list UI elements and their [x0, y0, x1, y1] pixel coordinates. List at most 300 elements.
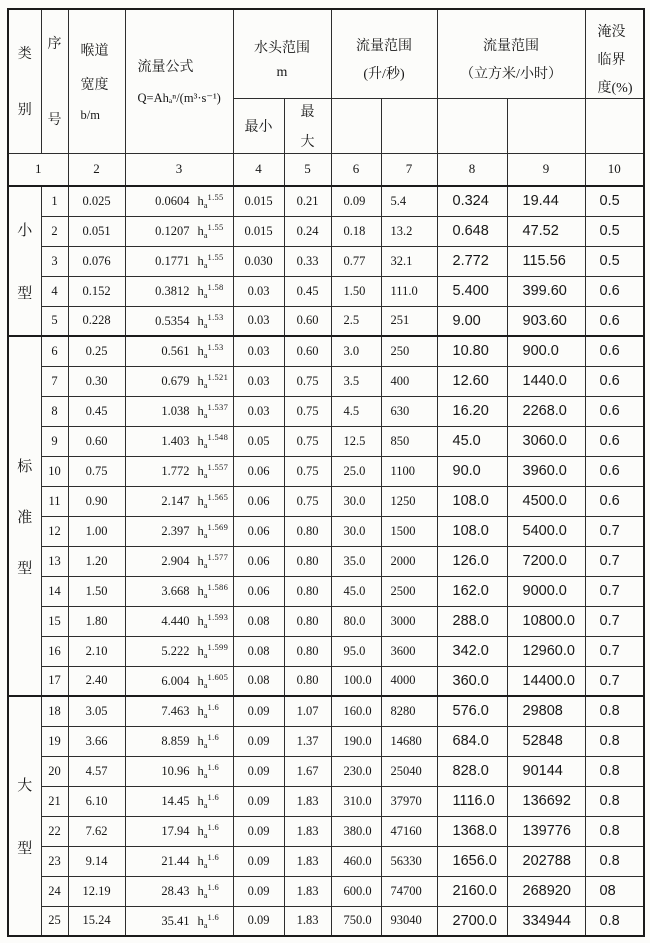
cell-submergence: 0.5 [585, 216, 644, 246]
header-head-range [233, 9, 331, 98]
column-number-7: 7 [381, 153, 437, 186]
header-head-range-unit: m [276, 65, 288, 81]
table-row [8, 336, 644, 366]
cell-flow-ls-min: 35.0 [331, 546, 381, 576]
cell-throat-width: 1.50 [68, 576, 125, 606]
cell-head-max: 0.75 [284, 456, 331, 486]
formula-exponent: 1.586 [207, 582, 229, 592]
cell-submergence: 0.7 [585, 666, 644, 696]
column-number-5: 5 [284, 153, 331, 186]
cell-throat-width: 12.19 [68, 876, 125, 906]
table-body [8, 186, 644, 936]
cell-serial-number: 9 [41, 426, 68, 456]
cell-flow-m3h-max: 115.56 [507, 246, 585, 276]
cell-flow-formula [125, 546, 233, 576]
cell-flow-m3h-min: 10.80 [437, 336, 507, 366]
header-submergence-line1: 淹没 [597, 25, 626, 41]
header-throat-line1: 喉道 [80, 43, 109, 59]
header-head-max [284, 98, 331, 153]
cell-submergence: 0.8 [585, 696, 644, 726]
table-row [8, 696, 644, 726]
cell-submergence: 0.5 [585, 246, 644, 276]
cell-head-max: 1.07 [284, 696, 331, 726]
cell-flow-formula [125, 876, 233, 906]
cell-submergence: 0.6 [585, 456, 644, 486]
cell-flow-m3h-max: 47.52 [507, 216, 585, 246]
header-category-char2: 别 [17, 103, 32, 119]
cell-head-min: 0.08 [233, 666, 284, 696]
column-number-9: 9 [507, 153, 585, 186]
cell-throat-width: 0.25 [68, 336, 125, 366]
cell-flow-ls-max: 251 [381, 306, 437, 336]
flume-specification-table [7, 8, 645, 937]
cell-head-min: 0.03 [233, 306, 284, 336]
formula-h-term: $h_a^{1.6}$ [197, 852, 220, 870]
cell-flow-ls-max: 250 [381, 336, 437, 366]
cell-flow-m3h-max: 7200.0 [507, 546, 585, 576]
cell-throat-width: 0.025 [68, 186, 125, 216]
cell-flow-m3h-max: 9000.0 [507, 576, 585, 606]
formula-coefficient: 0.561 [161, 344, 190, 359]
cell-head-max: 0.45 [284, 276, 331, 306]
cell-flow-m3h-min: 576.0 [437, 696, 507, 726]
cell-head-max: 1.83 [284, 876, 331, 906]
table-row [8, 606, 644, 636]
cell-flow-formula [125, 786, 233, 816]
formula-exponent: 1.521 [207, 372, 229, 382]
cell-flow-formula [125, 756, 233, 786]
cell-flow-ls-min: 1.50 [331, 276, 381, 306]
cell-throat-width: 1.20 [68, 546, 125, 576]
cell-flow-ls-min: 0.18 [331, 216, 381, 246]
cell-throat-width: 2.10 [68, 636, 125, 666]
cell-flow-ls-min: 80.0 [331, 606, 381, 636]
cell-submergence: 0.6 [585, 276, 644, 306]
header-serial [41, 9, 68, 153]
formula-exponent: 1.58 [207, 282, 224, 292]
formula-h-term: $h_a^{1.593}$ [197, 612, 229, 630]
cell-head-max: 0.33 [284, 246, 331, 276]
cell-flow-ls-min: 30.0 [331, 516, 381, 546]
cell-serial-number: 10 [41, 456, 68, 486]
formula-coefficient: 1.403 [161, 434, 190, 448]
cell-head-min: 0.06 [233, 456, 284, 486]
cell-head-max: 1.83 [284, 906, 331, 936]
header-empty-cell [381, 98, 437, 153]
header-head-min [233, 98, 284, 153]
formula-coefficient: 3.668 [161, 584, 190, 598]
formula-exponent: 1.537 [207, 402, 229, 412]
cell-head-min: 0.015 [233, 216, 284, 246]
cell-serial-number: 3 [41, 246, 68, 276]
cell-flow-formula [125, 516, 233, 546]
cell-flow-m3h-max: 139776 [507, 816, 585, 846]
cell-head-max: 1.83 [284, 786, 331, 816]
formula-h-term: $h_a^{1.565}$ [197, 492, 229, 510]
cell-throat-width: 0.152 [68, 276, 125, 306]
column-number-4: 4 [233, 153, 284, 186]
column-number-8: 8 [437, 153, 507, 186]
cell-submergence: 0.6 [585, 426, 644, 456]
header-head-min-label: 最小 [244, 119, 273, 135]
cell-head-min: 0.03 [233, 336, 284, 366]
formula-coefficient: 6.004 [161, 673, 190, 688]
cell-submergence: 0.8 [585, 756, 644, 786]
formula-coefficient: 2.397 [161, 524, 190, 538]
cell-flow-m3h-min: 1116.0 [437, 786, 507, 816]
header-formula-expression: Q=Ahₐⁿ/(m³·s⁻¹) [137, 91, 221, 106]
formula-coefficient: 17.94 [161, 824, 190, 838]
table-row [8, 666, 644, 696]
category-char: 型 [17, 286, 33, 302]
category-char: 型 [17, 560, 33, 577]
table-row [8, 426, 644, 456]
cell-submergence: 0.7 [585, 636, 644, 666]
header-empty-cell [507, 98, 585, 153]
cell-submergence: 0.6 [585, 336, 644, 366]
cell-head-max: 0.75 [284, 486, 331, 516]
category-char: 型 [17, 841, 33, 857]
cell-flow-formula [125, 366, 233, 396]
cell-flow-m3h-min: 0.324 [437, 186, 507, 216]
header-throat-width [68, 9, 125, 153]
formula-exponent: 1.565 [207, 492, 229, 502]
cell-head-min: 0.08 [233, 606, 284, 636]
cell-head-max: 1.83 [284, 846, 331, 876]
cell-submergence: 0.8 [585, 816, 644, 846]
formula-coefficient: 21.44 [161, 854, 190, 868]
column-number-3: 3 [125, 153, 233, 186]
cell-submergence: 0.8 [585, 906, 644, 936]
cell-throat-width: 0.30 [68, 366, 125, 396]
cell-flow-m3h-min: 828.0 [437, 756, 507, 786]
cell-flow-formula [125, 576, 233, 606]
cell-flow-ls-min: 2.5 [331, 306, 381, 336]
header-row-main [8, 9, 644, 98]
formula-coefficient: 4.440 [161, 614, 190, 628]
cell-flow-m3h-max: 268920 [507, 876, 585, 906]
cell-flow-m3h-min: 162.0 [437, 576, 507, 606]
cell-head-max: 0.80 [284, 546, 331, 576]
cell-head-max: 0.75 [284, 396, 331, 426]
cell-flow-m3h-max: 5400.0 [507, 516, 585, 546]
table-row [8, 216, 644, 246]
formula-coefficient: 2.904 [161, 554, 190, 568]
cell-head-min: 0.06 [233, 576, 284, 606]
cell-flow-formula [125, 306, 233, 336]
header-flow-range-m3h [437, 9, 585, 98]
table-row [8, 246, 644, 276]
cell-flow-m3h-min: 2.772 [437, 246, 507, 276]
formula-h-term: $h_a^{1.55}$ [197, 192, 224, 211]
table-row [8, 546, 644, 576]
formula-exponent: 1.53 [207, 342, 224, 353]
formula-h-term: $h_a^{1.557}$ [197, 462, 229, 480]
cell-flow-ls-max: 5.4 [381, 186, 437, 216]
formula-h-term: $h_a^{1.6}$ [197, 822, 220, 840]
table-row [8, 366, 644, 396]
cell-head-min: 0.05 [233, 426, 284, 456]
cell-category-小型 [8, 186, 41, 336]
cell-flow-formula [125, 666, 233, 696]
cell-flow-m3h-max: 4500.0 [507, 486, 585, 516]
column-number-10: 10 [585, 153, 644, 186]
cell-flow-formula [125, 606, 233, 636]
cell-flow-m3h-min: 288.0 [437, 606, 507, 636]
cell-flow-ls-max: 56330 [381, 846, 437, 876]
formula-exponent: 1.557 [207, 462, 229, 472]
formula-h-term: $h_a^{1.6}$ [197, 911, 220, 930]
cell-flow-ls-min: 750.0 [331, 906, 381, 936]
cell-serial-number: 17 [41, 666, 68, 696]
formula-coefficient: 1.772 [161, 464, 190, 478]
cell-serial-number: 7 [41, 366, 68, 396]
cell-throat-width: 1.80 [68, 606, 125, 636]
header-category-char1: 类 [17, 47, 32, 63]
cell-serial-number: 20 [41, 756, 68, 786]
cell-flow-ls-max: 1100 [381, 456, 437, 486]
table-row [8, 186, 644, 216]
header-serial-char1: 序 [47, 37, 62, 53]
formula-coefficient: 0.0604 [155, 194, 190, 209]
cell-throat-width: 7.62 [68, 816, 125, 846]
cell-flow-formula [125, 486, 233, 516]
formula-exponent: 1.55 [207, 222, 224, 232]
formula-exponent: 1.6 [207, 702, 220, 713]
header-head-max-char1: 最 [300, 104, 315, 120]
cell-head-min: 0.06 [233, 486, 284, 516]
table-row [8, 456, 644, 486]
cell-serial-number: 8 [41, 396, 68, 426]
formula-coefficient: 35.41 [161, 913, 190, 928]
table-row [8, 846, 644, 876]
cell-flow-ls-max: 1500 [381, 516, 437, 546]
cell-head-max: 1.67 [284, 756, 331, 786]
header-flow-m3h-title: 流量范围 [483, 39, 539, 55]
table-row [8, 486, 644, 516]
column-number-2: 2 [68, 153, 125, 186]
cell-head-max: 0.80 [284, 516, 331, 546]
cell-throat-width: 0.45 [68, 396, 125, 426]
cell-throat-width: 0.60 [68, 426, 125, 456]
formula-coefficient: 0.1771 [155, 254, 190, 268]
header-head-range-title: 水头范围 [254, 41, 310, 57]
cell-flow-formula [125, 906, 233, 936]
formula-h-term: $h_a^{1.53}$ [197, 311, 224, 330]
cell-flow-m3h-min: 108.0 [437, 486, 507, 516]
cell-flow-ls-max: 2500 [381, 576, 437, 606]
cell-flow-m3h-min: 16.20 [437, 396, 507, 426]
table-row [8, 396, 644, 426]
cell-flow-formula [125, 846, 233, 876]
cell-head-max: 0.75 [284, 366, 331, 396]
cell-submergence: 0.8 [585, 846, 644, 876]
cell-flow-m3h-min: 0.648 [437, 216, 507, 246]
cell-flow-ls-min: 12.5 [331, 426, 381, 456]
cell-flow-ls-max: 47160 [381, 816, 437, 846]
cell-head-max: 0.80 [284, 606, 331, 636]
cell-serial-number: 14 [41, 576, 68, 606]
cell-head-min: 0.09 [233, 846, 284, 876]
cell-flow-m3h-min: 684.0 [437, 726, 507, 756]
cell-flow-m3h-max: 10800.0 [507, 606, 585, 636]
header-submergence [585, 9, 644, 98]
cell-submergence: 08 [585, 876, 644, 906]
formula-coefficient: 1.038 [161, 404, 190, 418]
cell-flow-ls-max: 13.2 [381, 216, 437, 246]
header-serial-char2: 号 [47, 113, 62, 129]
formula-coefficient: 0.3812 [155, 284, 190, 298]
cell-submergence: 0.6 [585, 396, 644, 426]
cell-head-max: 0.80 [284, 666, 331, 696]
cell-flow-ls-max: 400 [381, 366, 437, 396]
cell-flow-ls-min: 0.77 [331, 246, 381, 276]
table-row [8, 576, 644, 606]
cell-flow-formula [125, 396, 233, 426]
cell-submergence: 0.6 [585, 366, 644, 396]
cell-flow-m3h-max: 2268.0 [507, 396, 585, 426]
category-char: 标 [17, 458, 33, 475]
cell-flow-ls-max: 630 [381, 396, 437, 426]
header-category [8, 9, 41, 153]
category-char: 准 [17, 509, 33, 526]
cell-serial-number: 18 [41, 696, 68, 726]
cell-flow-m3h-max: 90144 [507, 756, 585, 786]
cell-serial-number: 19 [41, 726, 68, 756]
formula-coefficient: 10.96 [161, 764, 190, 778]
formula-h-term: $h_a^{1.569}$ [197, 522, 229, 540]
formula-h-term: $h_a^{1.599}$ [197, 642, 229, 660]
header-flow-range-ls [331, 9, 437, 98]
header-empty-cell [437, 98, 507, 153]
cell-flow-m3h-max: 3960.0 [507, 456, 585, 486]
formula-exponent: 1.593 [207, 612, 229, 622]
cell-flow-ls-min: 380.0 [331, 816, 381, 846]
cell-flow-ls-min: 600.0 [331, 876, 381, 906]
cell-head-min: 0.030 [233, 246, 284, 276]
cell-flow-ls-min: 25.0 [331, 456, 381, 486]
formula-h-term: $h_a^{1.548}$ [197, 432, 229, 450]
cell-flow-ls-min: 45.0 [331, 576, 381, 606]
cell-head-min: 0.09 [233, 906, 284, 936]
formula-exponent: 1.569 [207, 522, 229, 532]
cell-flow-m3h-min: 360.0 [437, 666, 507, 696]
cell-flow-m3h-min: 45.0 [437, 426, 507, 456]
cell-category-大型 [8, 696, 41, 936]
formula-h-term: $h_a^{1.58}$ [197, 282, 224, 300]
cell-head-min: 0.06 [233, 546, 284, 576]
cell-flow-ls-max: 14680 [381, 726, 437, 756]
cell-flow-formula [125, 816, 233, 846]
cell-throat-width: 1.00 [68, 516, 125, 546]
formula-exponent: 1.53 [207, 311, 224, 322]
cell-flow-ls-max: 2000 [381, 546, 437, 576]
cell-flow-ls-min: 100.0 [331, 666, 381, 696]
table-row [8, 726, 644, 756]
cell-throat-width: 0.051 [68, 216, 125, 246]
cell-serial-number: 11 [41, 486, 68, 516]
table-row [8, 636, 644, 666]
formula-exponent: 1.577 [207, 552, 229, 562]
cell-flow-ls-min: 4.5 [331, 396, 381, 426]
cell-flow-m3h-min: 126.0 [437, 546, 507, 576]
header-flow-formula [125, 9, 233, 153]
formula-coefficient: 7.463 [161, 704, 190, 719]
header-flow-m3h-unit: （立方米/小时） [460, 67, 562, 83]
cell-submergence: 0.6 [585, 306, 644, 336]
cell-flow-m3h-max: 19.44 [507, 186, 585, 216]
formula-exponent: 1.6 [207, 792, 220, 802]
cell-flow-m3h-max: 903.60 [507, 306, 585, 336]
formula-coefficient: 28.43 [161, 884, 190, 898]
cell-head-min: 0.08 [233, 636, 284, 666]
formula-h-term: $h_a^{1.55}$ [197, 252, 224, 270]
cell-serial-number: 6 [41, 336, 68, 366]
table-row [8, 876, 644, 906]
cell-flow-formula [125, 636, 233, 666]
cell-flow-m3h-min: 5.400 [437, 276, 507, 306]
cell-serial-number: 25 [41, 906, 68, 936]
cell-flow-m3h-max: 334944 [507, 906, 585, 936]
cell-head-min: 0.03 [233, 276, 284, 306]
cell-head-max: 0.75 [284, 426, 331, 456]
cell-flow-ls-max: 3600 [381, 636, 437, 666]
formula-exponent: 1.6 [207, 732, 220, 742]
cell-head-max: 0.80 [284, 636, 331, 666]
cell-throat-width: 0.90 [68, 486, 125, 516]
cell-flow-m3h-max: 900.0 [507, 336, 585, 366]
formula-exponent: 1.6 [207, 911, 220, 922]
cell-flow-m3h-min: 108.0 [437, 516, 507, 546]
formula-exponent: 1.6 [207, 852, 220, 862]
cell-throat-width: 6.10 [68, 786, 125, 816]
cell-flow-m3h-min: 12.60 [437, 366, 507, 396]
cell-head-max: 1.37 [284, 726, 331, 756]
formula-h-term: $h_a^{1.605}$ [197, 671, 229, 690]
cell-head-max: 0.80 [284, 576, 331, 606]
cell-flow-m3h-min: 2700.0 [437, 906, 507, 936]
cell-flow-m3h-max: 202788 [507, 846, 585, 876]
cell-flow-ls-min: 460.0 [331, 846, 381, 876]
cell-flow-formula [125, 726, 233, 756]
header-flow-ls-unit: (升/秒) [363, 67, 405, 83]
formula-h-term: $h_a^{1.521}$ [197, 372, 229, 390]
header-row-numbers [8, 153, 644, 186]
formula-h-term: $h_a^{1.537}$ [197, 402, 229, 420]
cell-flow-ls-min: 230.0 [331, 756, 381, 786]
cell-flow-ls-max: 25040 [381, 756, 437, 786]
cell-flow-formula [125, 696, 233, 726]
cell-serial-number: 12 [41, 516, 68, 546]
cell-serial-number: 22 [41, 816, 68, 846]
cell-flow-m3h-min: 1656.0 [437, 846, 507, 876]
formula-coefficient: 0.1207 [155, 224, 190, 238]
column-number-1: 1 [8, 153, 68, 186]
cell-flow-m3h-min: 90.0 [437, 456, 507, 486]
cell-serial-number: 24 [41, 876, 68, 906]
cell-serial-number: 4 [41, 276, 68, 306]
cell-flow-ls-min: 3.5 [331, 366, 381, 396]
cell-flow-m3h-max: 1440.0 [507, 366, 585, 396]
header-empty-cell [331, 98, 381, 153]
cell-flow-m3h-max: 136692 [507, 786, 585, 816]
cell-throat-width: 9.14 [68, 846, 125, 876]
header-formula-title: 流量公式 [137, 60, 194, 76]
formula-exponent: 1.599 [207, 642, 229, 652]
cell-throat-width: 4.57 [68, 756, 125, 786]
cell-throat-width: 15.24 [68, 906, 125, 936]
cell-flow-ls-max: 111.0 [381, 276, 437, 306]
